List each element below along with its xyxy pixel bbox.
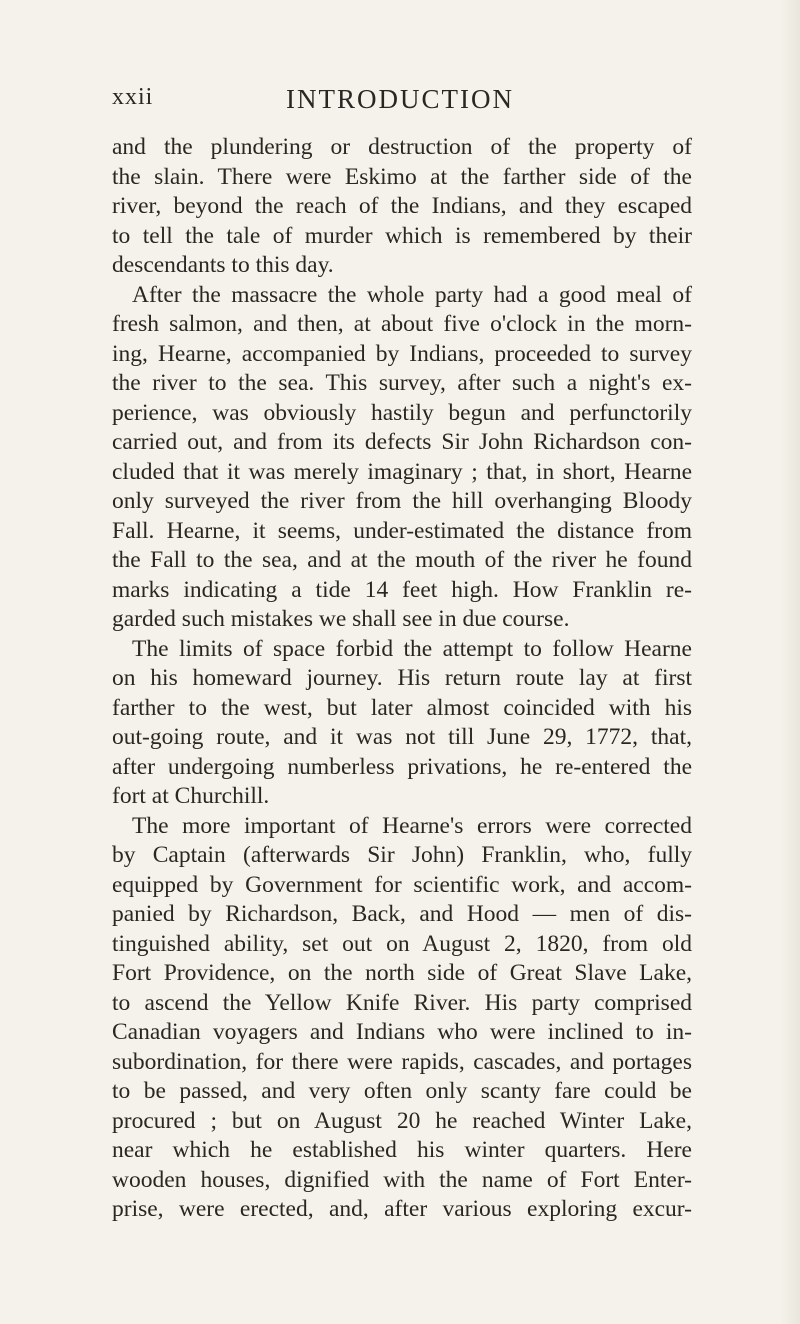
text-line: to tell the tale of murder which is remembered by their — [112, 222, 692, 249]
text-line: procured ; but on August 20 he reached Winter Lake, — [112, 1107, 692, 1134]
text-line: prise, were erected, and, after various exploring excur- — [112, 1196, 692, 1222]
text-line: by Captain (afterwards Sir John) Franklin, who, fully — [112, 842, 692, 868]
paragraph-start: After the massacre the whole party had a good meal of — [132, 281, 692, 308]
text-line: marks indicating a tide 14 feet high. How Franklin re- — [112, 576, 692, 603]
paragraph-start: The more important of Hearne's errors were corrected — [132, 812, 692, 839]
text-line: and the plundering or destruction of the property of — [112, 134, 692, 160]
text-line: cluded that it was merely imaginary ; that, in short, Hearne — [112, 458, 692, 485]
paragraph-start: The limits of space forbid the attempt to follow Hearne — [132, 635, 692, 662]
text-line: to be passed, and very often only scanty fare could be — [112, 1078, 692, 1104]
running-head — [112, 84, 688, 114]
text-line: ing, Hearne, accompanied by Indians, proceeded to survey — [112, 340, 692, 367]
text-line: after undergoing numberless privations, he re-entered the — [112, 753, 692, 780]
text-line: Canadian voyagers and Indians who were inclined to in- — [112, 1019, 692, 1045]
text-line: river, beyond the reach of the Indians, and they escaped — [112, 193, 692, 219]
text-line: tinguished ability, set out on August 2, 1820, from old — [112, 930, 692, 957]
text-line: the slain. There were Eskimo at the farther side of the — [112, 163, 692, 190]
text-line: only surveyed the river from the hill overhanging Bloody — [112, 488, 692, 514]
text-line: fort at Churchill. — [112, 783, 270, 809]
text-line: wooden houses, dignified with the name of Fort Enter- — [112, 1166, 692, 1193]
text-line: carried out, and from its defects Sir John Richardson con- — [112, 429, 692, 455]
text-line: the river to the sea. This survey, after such a night's ex- — [112, 370, 692, 396]
text-line: perience, was obviously hastily begun and perfunctorily — [112, 399, 692, 426]
text-line: on his homeward journey. His return route lay at first — [112, 665, 692, 691]
running-title: INTRODUCTION — [286, 84, 514, 114]
text-line: panied by Richardson, Back, and Hood — men of dis- — [112, 901, 692, 927]
text-line: fresh salmon, and then, at about five o'clock in the morn- — [112, 311, 692, 337]
page-number: xxii — [112, 84, 154, 110]
text-line: to ascend the Yellow Knife River. His party comprised — [112, 989, 692, 1016]
text-line: descendants to this day. — [112, 252, 334, 278]
page-edge-shadow — [780, 0, 800, 1324]
text-line: out-going route, and it was not till June 29, 1772, that, — [112, 724, 692, 750]
text-line: the Fall to the sea, and at the mouth of the river he found — [112, 547, 692, 573]
text-line: Fall. Hearne, it seems, under-estimated the distance from — [112, 517, 692, 544]
body-text — [112, 133, 692, 1225]
text-line: garded such mistakes we shall see in due course. — [112, 606, 570, 632]
text-line: near which he established his winter quarters. Here — [112, 1137, 692, 1163]
text-line: farther to the west, but later almost coincided with his — [112, 694, 692, 721]
text-line: equipped by Government for scientific work, and accom- — [112, 871, 692, 898]
text-line: Fort Providence, on the north side of Great Slave Lake, — [112, 960, 692, 986]
text-line: subordination, for there were rapids, cascades, and portages — [112, 1048, 692, 1075]
